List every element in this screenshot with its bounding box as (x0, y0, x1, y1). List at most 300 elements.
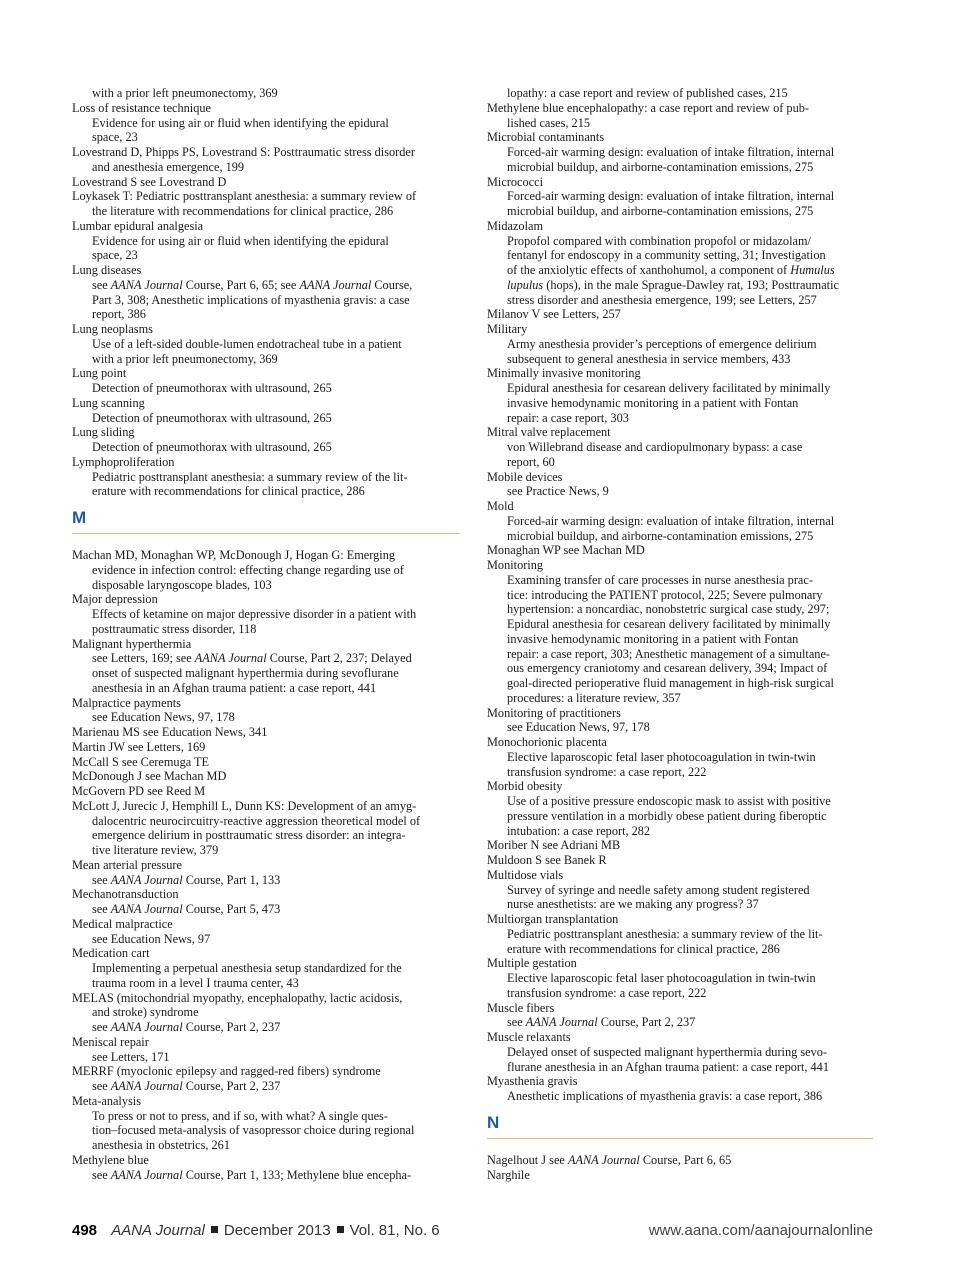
index-term (72, 175, 460, 190)
index-term-line: Muldoon S see Banek R (487, 853, 607, 867)
index-subentry (487, 381, 873, 425)
index-subentry (72, 1050, 460, 1065)
index-subentry-line: see AANA Journal Course, Part 2, 237 (92, 1020, 281, 1034)
index-subentry-line: Use of a left-sided double-lumen endotracheal tube in a patient (92, 336, 402, 351)
index-subentry (487, 1045, 873, 1075)
index-subentry-line: trauma room in a level I trauma center, 43 (92, 975, 299, 990)
index-term (487, 1030, 873, 1045)
index-subentry-line: with a prior left pneumonectomy, 369 (92, 86, 278, 100)
index-term-line: Lumbar epidural analgesia (72, 218, 204, 233)
journal-name: AANA Journal (111, 1222, 205, 1239)
index-entry (72, 637, 460, 696)
index-subentry-line: microbial buildup, and airborne-contamination emissions, 275 (507, 159, 814, 174)
index-term (72, 917, 460, 932)
index-term (72, 799, 460, 858)
index-subentry-line: see Letters, 171 (92, 1049, 170, 1064)
index-term (487, 868, 873, 883)
index-term-line: McCall S see Ceremuga TE (72, 754, 210, 769)
index-term-line: Methylene blue (72, 1152, 149, 1167)
index-entry (72, 991, 460, 1035)
index-term-line: Mold (487, 499, 514, 513)
index-entries-l (72, 86, 460, 499)
index-subentry-line: intubation: a case report, 282 (507, 823, 651, 838)
index-term (72, 991, 460, 1021)
index-subentry-line: see Practice News, 9 (507, 484, 609, 499)
index-term-line: Mechanotransduction (72, 887, 179, 902)
footer-citation (72, 1222, 440, 1239)
index-subentry (487, 484, 873, 499)
index-term (72, 322, 460, 337)
index-subentry (487, 794, 873, 838)
index-term-line: Mobile devices (487, 469, 563, 484)
index-entry (72, 887, 460, 917)
index-term-line: Myasthenia gravis (487, 1074, 578, 1089)
index-subentry (487, 883, 873, 913)
index-term (72, 725, 460, 740)
index-subentry-line: von Willebrand disease and cardiopulmonary bypass: a case (507, 440, 803, 454)
index-term (72, 1064, 460, 1079)
index-term-line: tive literature review, 379 (92, 843, 219, 857)
index-subentry (487, 927, 873, 957)
index-term-line: Meta-analysis (72, 1093, 141, 1108)
section-letter-n: N (487, 1112, 500, 1132)
index-subentry-line: Part 3, 308; Anesthetic implications of myasthenia gravis: a case (92, 292, 410, 307)
index-term (487, 130, 873, 145)
index-entry (72, 263, 460, 322)
index-term-line: Lovestrand S see Lovestrand D (72, 174, 227, 189)
index-subentry-line: invasive hemodynamic monitoring in a patient with Fontan (507, 631, 799, 646)
index-entry (72, 858, 460, 888)
index-subentry-line: repair: a case report, 303 (507, 410, 629, 425)
index-entry (72, 696, 460, 726)
index-entry (72, 322, 460, 366)
index-term (487, 558, 873, 573)
index-term-line: Medical malpractice (72, 916, 173, 931)
index-term (487, 175, 873, 190)
index-subentry-line: Examining transfer of care processes in nurse anesthesia prac- (507, 572, 813, 587)
index-term (72, 887, 460, 902)
index-entry (72, 740, 460, 755)
index-subentry (487, 337, 873, 367)
index-subentry-line: Evidence for using air or fluid when identifying the epidural (92, 233, 389, 248)
index-term (487, 499, 873, 514)
index-entry (487, 1030, 873, 1074)
index-term (487, 912, 873, 927)
index-term (72, 366, 460, 381)
index-subentry (72, 234, 460, 264)
index-subentry (72, 381, 460, 396)
index-entry (72, 1153, 460, 1183)
index-term (72, 1035, 460, 1050)
index-subentry-line: To press or not to press, and if so, with what? A single ques- (92, 1108, 388, 1123)
index-entry (487, 101, 873, 131)
index-subentry (487, 514, 873, 544)
index-subentry (487, 1015, 873, 1030)
index-term (487, 366, 873, 381)
index-term (72, 592, 460, 607)
index-term-line: Minimally invasive monitoring (487, 366, 641, 381)
index-term (487, 307, 873, 322)
index-term-line: MELAS (mitochondrial myopathy, encephalopathy, lactic acidosis, (72, 990, 403, 1005)
index-term-line: Midazolam (487, 218, 544, 233)
index-entry (487, 322, 873, 366)
index-term (487, 735, 873, 750)
index-entry (72, 189, 460, 219)
index-subentry-line: of the anxiolytic effects of xanthohumol, a component of Humulus (507, 263, 835, 277)
index-subentry-line: Propofol compared with combination propofol or midazolam/ (507, 233, 811, 248)
index-subentry (72, 116, 460, 146)
index-entry (72, 769, 460, 784)
index-entry (72, 1094, 460, 1153)
index-subentry-line: see AANA Journal Course, Part 6, 65; see AANA Journal Course, (92, 277, 413, 292)
index-term-line: Monitoring (487, 558, 544, 572)
index-entry (72, 396, 460, 426)
index-subentry-line: Forced-air warming design: evaluation of intake filtration, internal (507, 145, 835, 159)
index-term (72, 858, 460, 873)
index-subentry-line: stress disorder and anesthesia emergence, 199; see Letters, 257 (507, 292, 817, 307)
index-subentry-line: Epidural anesthesia for cesarean delivery facilitated by minimally (507, 617, 831, 631)
index-term-line: Lung point (72, 366, 127, 381)
index-term-line: Microbial contaminants (487, 130, 605, 145)
index-term-line: MERRF (myoclonic epilepsy and ragged-red fibers) syndrome (72, 1064, 381, 1079)
index-term-line: McLott J, Jurecic J, Hemphill L, Dunn KS: Development of an amyg- (72, 798, 417, 813)
index-subentry-line: space, 23 (92, 130, 138, 145)
index-subentry (72, 1168, 460, 1183)
index-entry (72, 725, 460, 740)
index-entry (487, 425, 873, 469)
index-subentry-line: Detection of pneumothorax with ultrasound, 265 (92, 440, 332, 454)
index-subentry-line: see AANA Journal Course, Part 1, 133; Methylene blue encepha- (92, 1167, 412, 1182)
index-subentry-line: with a prior left pneumonectomy, 369 (92, 351, 278, 366)
index-term-line: Lung diseases (72, 263, 142, 277)
index-entry (487, 912, 873, 956)
index-term-line: Moriber N see Adriani MB (487, 838, 621, 853)
separator-square-icon (211, 1226, 218, 1233)
index-subentry-line: see Letters, 169; see AANA Journal Course, Part 2, 237; Delayed (92, 651, 412, 666)
index-term (72, 455, 460, 470)
index-subentry-line: procedures: a literature review, 357 (507, 690, 681, 705)
index-term (72, 189, 460, 219)
index-term (487, 322, 873, 337)
index-entry (487, 706, 873, 736)
index-entry (487, 219, 873, 308)
index-term-line: Monochorionic placenta (487, 735, 607, 749)
index-subentry (72, 470, 460, 500)
index-term-line: Micrococci (487, 174, 543, 189)
index-subentry-line: anesthesia in an Afghan trauma patient: a case report, 441 (92, 680, 377, 695)
index-subentry (72, 932, 460, 947)
index-subentry-line: lopathy: a case report and review of published cases, 215 (507, 86, 788, 100)
index-subentry (72, 651, 460, 695)
index-entry (72, 455, 460, 499)
index-term-line: Milanov V see Letters, 257 (487, 307, 621, 322)
page-footer (72, 1222, 873, 1244)
index-subentry-line: see AANA Journal Course, Part 1, 133 (92, 872, 281, 887)
index-entry (487, 130, 873, 174)
index-term (487, 101, 873, 131)
index-subentry-line: erature with recommendations for clinical practice, 286 (92, 484, 365, 499)
index-term (487, 1001, 873, 1016)
index-term (487, 543, 873, 558)
index-subentry-line: lupulus (hops), in the male Sprague-Dawley rat, 193; Posttraumatic (507, 277, 839, 292)
index-term-line: Marienau MS see Education News, 341 (72, 725, 268, 739)
index-subentry-line: microbial buildup, and airborne-contamination emissions, 275 (507, 204, 814, 218)
index-subentry-line: Detection of pneumothorax with ultrasound, 265 (92, 410, 332, 425)
index-term-line: Lymphoproliferation (72, 454, 175, 469)
index-subentry (72, 278, 460, 322)
index-entries-n (487, 1153, 873, 1183)
index-term-line: Monaghan WP see Machan MD (487, 543, 645, 558)
index-term (487, 706, 873, 721)
index-entries-m-left (72, 548, 460, 1182)
index-entry (487, 838, 873, 853)
index-term (72, 145, 460, 175)
index-entry (72, 755, 460, 770)
index-subentry-line: Effects of ketamine on major depressive disorder in a patient with (92, 607, 417, 621)
index-subentry (487, 145, 873, 175)
index-term-line: Multiorgan transplantation (487, 912, 619, 926)
index-term (72, 1153, 460, 1168)
index-subentry (72, 873, 460, 888)
index-subentry-line: transfusion syndrome: a case report, 222 (507, 764, 707, 779)
index-term-line: and stroke) syndrome (92, 1005, 199, 1020)
index-subentry-line: Implementing a perpetual anesthesia setup standardized for the (92, 961, 402, 975)
index-term-line: disposable laryngoscope blades, 103 (92, 577, 272, 592)
index-term (487, 1074, 873, 1089)
index-subentry-line: tice: introducing the PATIENT protocol, 225; Severe pulmonary (507, 587, 823, 602)
index-entry (72, 366, 460, 396)
index-subentry-line: hypertension: a noncardiac, nonobstetric surgical case study, 297; (507, 602, 830, 617)
index-entry (487, 543, 873, 558)
index-subentry-line: Anesthetic implications of myasthenia gravis: a case report, 386 (507, 1089, 823, 1103)
index-term-line: Military (487, 322, 528, 336)
index-entry (72, 799, 460, 858)
index-subentry-line: report, 60 (507, 454, 555, 469)
index-term-line: Muscle fibers (487, 1000, 555, 1015)
index-subentry-line: subsequent to general anesthesia in service members, 433 (507, 351, 791, 366)
index-subentry (72, 337, 460, 367)
index-subentry-line: repair: a case report, 303; Anesthetic management of a simultane- (507, 646, 831, 661)
index-term-line: Lovestrand D, Phipps PS, Lovestrand S: Posttraumatic stress disorder (72, 145, 415, 159)
index-subentry (487, 971, 873, 1001)
index-subentry-line: Pediatric posttransplant anesthesia: a summary review of the lit- (92, 469, 408, 484)
index-subentry-line: Forced-air warming design: evaluation of intake filtration, internal (507, 513, 835, 528)
index-term (72, 784, 460, 799)
index-subentry-line: Survey of syringe and needle safety among student registered (507, 882, 810, 897)
index-subentry (72, 1020, 460, 1035)
index-term (72, 1094, 460, 1109)
index-subentry-line: see Education News, 97, 178 (507, 720, 650, 735)
index-subentry-line: Epidural anesthesia for cesarean delivery facilitated by minimally (507, 381, 831, 395)
index-subentry-line: see AANA Journal Course, Part 5, 473 (92, 902, 281, 916)
index-term (72, 101, 460, 116)
index-subentry (487, 573, 873, 706)
index-entry (72, 425, 460, 455)
index-term (72, 696, 460, 711)
index-subentry-line: nurse anesthetists: are we making any progress? 37 (507, 897, 759, 912)
index-term-line: Martin JW see Letters, 169 (72, 739, 206, 754)
index-subentry (487, 189, 873, 219)
issue-date: December 2013 (223, 1222, 331, 1239)
index-term-line: Lung scanning (72, 395, 145, 410)
index-subentry-line: Use of a positive pressure endoscopic mask to assist with positive (507, 794, 831, 808)
index-term (72, 425, 460, 440)
index-term (487, 219, 873, 234)
index-term-line: Malignant hyperthermia (72, 636, 192, 651)
index-term (72, 548, 460, 592)
footer-url[interactable]: www.aana.com/aanajournalonline (648, 1222, 873, 1239)
index-entry (487, 558, 873, 706)
index-term (487, 853, 873, 868)
index-term (487, 956, 873, 971)
index-term-line: Lung sliding (72, 425, 135, 440)
index-term-line: evidence in infection control: effecting change regarding use of (92, 562, 404, 577)
index-term (72, 219, 460, 234)
index-entry (487, 735, 873, 779)
index-term-line: the literature with recommendations for clinical practice, 286 (92, 204, 394, 218)
page-number: 498 (72, 1222, 98, 1239)
index-subentry-line: erature with recommendations for clinical practice, 286 (507, 941, 780, 956)
index-term (72, 755, 460, 770)
index-subentry-line: fentanyl for endoscopy in a community setting, 31; Investigation (507, 248, 826, 263)
index-subentry-line: space, 23 (92, 248, 138, 263)
index-term (72, 769, 460, 784)
index-entry (72, 946, 460, 990)
index-subentry (72, 411, 460, 426)
index-entry (487, 175, 873, 219)
index-term (72, 637, 460, 652)
index-term-line: and anesthesia emergence, 199 (92, 159, 245, 174)
index-subentry-line: see AANA Journal Course, Part 2, 237 (507, 1015, 696, 1030)
index-subentry-line: invasive hemodynamic monitoring in a patient with Fontan (507, 395, 799, 410)
index-subentry-line: Army anesthesia provider’s perceptions of emergence delirium (507, 336, 817, 351)
index-term (487, 1153, 873, 1168)
index-subentry-line: Elective laparoscopic fetal laser photocoagulation in twin-twin (507, 971, 816, 985)
index-term-line: Medication cart (72, 946, 150, 961)
index-entry (72, 917, 460, 947)
index-term-line: dalocentric neurocircuitry-reactive aggression theoretical model of (92, 813, 421, 828)
index-entry (72, 219, 460, 263)
index-subentry-line: Forced-air warming design: evaluation of intake filtration, internal (507, 189, 835, 204)
index-subentry-line: Elective laparoscopic fetal laser photocoagulation in twin-twin (507, 749, 816, 764)
index-subentry-line: see AANA Journal Course, Part 2, 237 (92, 1079, 281, 1093)
index-subentry-line: onset of suspected malignant hyperthermia during sevoflurane (92, 666, 399, 680)
index-subentry-line: ous emergency craniotomy and cesarean delivery, 394; Impact of (507, 661, 828, 676)
index-entry (72, 145, 460, 175)
section-letter-m: M (72, 508, 87, 527)
index-subentry-line: Evidence for using air or fluid when identifying the epidural (92, 115, 389, 130)
index-entry (72, 1035, 460, 1065)
right-column (487, 86, 873, 1182)
index-subentry (72, 86, 460, 101)
index-subentry (487, 234, 873, 308)
index-entry (487, 307, 873, 322)
index-term-line: McDonough J see Machan MD (72, 769, 227, 784)
index-subentry (72, 607, 460, 637)
index-subentry-line: flurane anesthesia in an Afghan trauma patient: a case report, 441 (507, 1059, 829, 1074)
index-term-line: Machan MD, Monaghan WP, McDonough J, Hogan G: Emerging (72, 548, 395, 562)
index-term-line: Major depression (72, 592, 158, 607)
index-term (72, 396, 460, 411)
index-entry (487, 366, 873, 425)
index-subentry-line: see Education News, 97 (92, 931, 211, 946)
index-subentry (72, 710, 460, 725)
index-subentry-line: transfusion syndrome: a case report, 222 (507, 985, 707, 1000)
index-subentry-line: posttraumatic stress disorder, 118 (92, 621, 257, 636)
index-term-line: Meniscal repair (72, 1034, 149, 1049)
index-term (487, 779, 873, 794)
index-term-line: Multidose vials (487, 867, 564, 882)
separator-square-icon (337, 1226, 344, 1233)
index-subentry (487, 1089, 873, 1104)
index-term-line: Morbid obesity (487, 779, 563, 794)
index-term-line: Multiple gestation (487, 956, 577, 971)
index-term (72, 740, 460, 755)
index-subentry (72, 1109, 460, 1153)
index-entry (487, 868, 873, 912)
section-header-n (487, 1112, 873, 1139)
index-term (487, 838, 873, 853)
index-subentry-line: anesthesia in obstetrics, 261 (92, 1138, 230, 1152)
index-term (487, 425, 873, 440)
volume-issue: Vol. 81, No. 6 (349, 1222, 440, 1239)
index-term-line: Nagelhout J see AANA Journal Course, Part 6, 65 (487, 1152, 732, 1167)
index-term-line: McGovern PD see Reed M (72, 784, 206, 798)
index-term-line: Methylene blue encephalopathy: a case report and review of pub- (487, 100, 809, 115)
index-term (72, 263, 460, 278)
index-term-line: lished cases, 215 (507, 115, 590, 130)
index-term-line: Muscle relaxants (487, 1030, 571, 1044)
index-subentry (487, 720, 873, 735)
index-entry (72, 784, 460, 799)
index-subentry-line: Delayed onset of suspected malignant hyperthermia during sevo- (507, 1044, 827, 1059)
index-term-line: Loss of resistance technique (72, 100, 211, 115)
index-term-line: Monitoring of practitioners (487, 705, 621, 720)
index-term (72, 946, 460, 961)
index-entry (487, 1153, 873, 1168)
index-subentry-line: pressure ventilation in a morbidly obese patient during fiberoptic (507, 808, 827, 823)
index-entry (487, 86, 873, 101)
section-header-m (72, 508, 460, 534)
index-entry (487, 499, 873, 543)
index-subentry-line: report, 386 (92, 307, 146, 322)
index-term (487, 1168, 873, 1183)
index-term-line: Malpractice payments (72, 695, 181, 710)
index-entry (487, 1168, 873, 1183)
index-term-line: Narghile (487, 1167, 530, 1182)
index-entry (487, 1074, 873, 1104)
index-subentry (487, 440, 873, 470)
index-subentry-line: Detection of pneumothorax with ultrasound, 265 (92, 381, 332, 395)
index-entry (487, 470, 873, 500)
index-entry (487, 956, 873, 1000)
index-entry (72, 86, 460, 101)
index-subentry (72, 961, 460, 991)
index-subentry (72, 1079, 460, 1094)
index-entry (72, 592, 460, 636)
index-subentry-line: Pediatric posttransplant anesthesia: a summary review of the lit- (507, 926, 823, 941)
index-entry (72, 101, 460, 145)
index-term-line: emergence delirium in posttraumatic stress disorder: an integra- (92, 828, 406, 843)
index-subentry (72, 902, 460, 917)
index-term-line: Mitral valve replacement (487, 425, 611, 440)
index-subentry-line: microbial buildup, and airborne-contamination emissions, 275 (507, 528, 814, 543)
index-entry (72, 175, 460, 190)
index-entry (487, 1001, 873, 1031)
index-term (487, 470, 873, 485)
index-subentry (487, 750, 873, 780)
index-entries-m-right (487, 86, 873, 1104)
